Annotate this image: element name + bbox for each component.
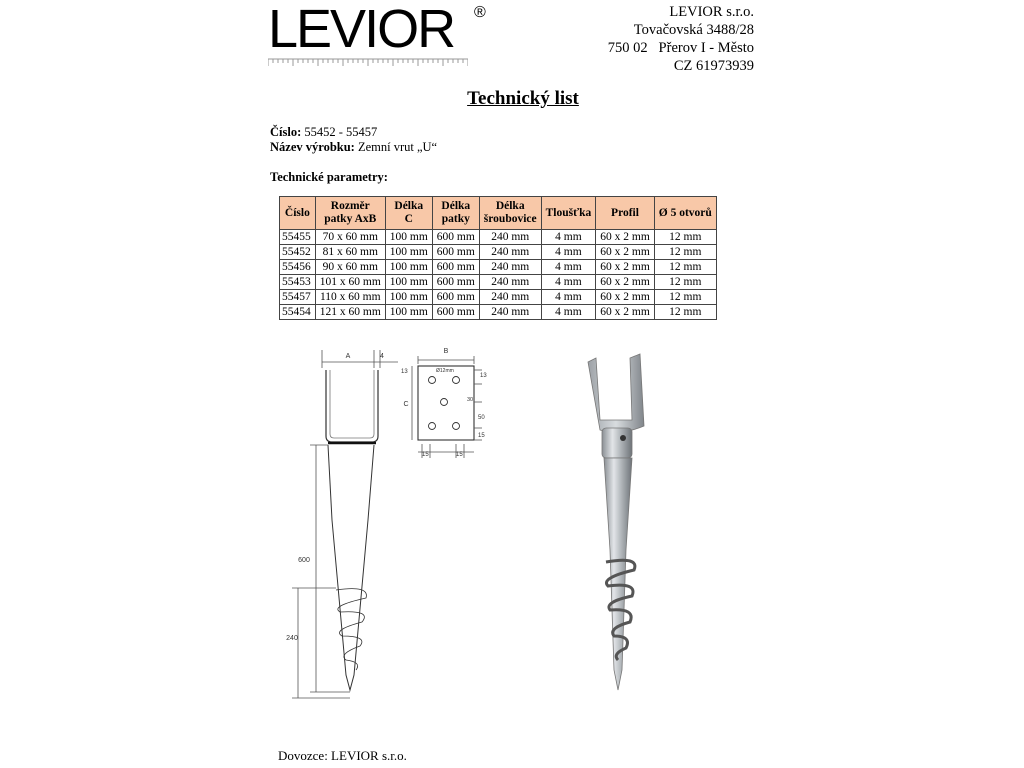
product-number-value: 55452 - 55457 xyxy=(304,125,378,139)
table-cell: 100 mm xyxy=(385,260,432,275)
column-header xyxy=(596,197,655,230)
column-header-text: šroubovice xyxy=(483,213,537,225)
table-cell: 12 mm xyxy=(654,275,716,290)
table-row xyxy=(280,305,717,320)
column-header-text: Profil xyxy=(611,206,639,219)
table-cell: 4 mm xyxy=(541,260,596,275)
table-cell: 600 mm xyxy=(432,260,479,275)
product-number-label: Číslo: xyxy=(270,125,302,139)
bracket-outline xyxy=(326,370,378,442)
hole-icon xyxy=(429,423,436,430)
table-cell: 240 mm xyxy=(479,275,541,290)
table-cell: 600 mm xyxy=(432,290,479,305)
table-cell: 12 mm xyxy=(654,230,716,245)
table-cell: 100 mm xyxy=(385,275,432,290)
company-city: 750 02 Přerov I - Město xyxy=(607,40,754,56)
hole-note: Ø12mm xyxy=(436,368,454,374)
column-header xyxy=(385,197,432,230)
column-header-text: patky AxB xyxy=(324,213,377,225)
column-header-text: Ø 5 otvorů xyxy=(658,206,712,219)
spiral-outline xyxy=(336,589,366,670)
table-cell: 600 mm xyxy=(432,230,479,245)
bracket-shape xyxy=(588,354,644,432)
importer-footer: Dovozce: LEVIOR s.r.o. xyxy=(278,748,407,763)
company-name: LEVIOR s.r.o. xyxy=(669,4,754,20)
table-cell: 100 mm xyxy=(385,290,432,305)
table-cell: 55456 xyxy=(280,260,316,275)
table-row xyxy=(280,230,717,245)
table-cell: 60 x 2 mm xyxy=(596,260,655,275)
column-header xyxy=(654,197,716,230)
product-number-line xyxy=(270,125,377,140)
table-row xyxy=(280,275,717,290)
logo-text: LEVIOR xyxy=(268,0,455,59)
product-photo xyxy=(560,350,680,700)
dim-label-600: 600 xyxy=(298,557,310,564)
column-header-text: Délka xyxy=(441,200,471,212)
company-street: Tovačovská 3488/28 xyxy=(633,22,754,38)
table-cell: 600 mm xyxy=(432,245,479,260)
table-row xyxy=(280,260,717,275)
dim-label-15c: 15 xyxy=(456,452,463,458)
dim-label-a: A xyxy=(345,353,351,360)
table-cell: 60 x 2 mm xyxy=(596,305,655,320)
table-cell: 55455 xyxy=(280,230,316,245)
table-cell: 4 mm xyxy=(541,290,596,305)
table-cell: 70 x 60 mm xyxy=(315,230,385,245)
table-cell: 240 mm xyxy=(479,230,541,245)
table-cell: 240 mm xyxy=(479,305,541,320)
table-cell: 4 mm xyxy=(541,230,596,245)
table-cell: 240 mm xyxy=(479,245,541,260)
page-title: Technický list xyxy=(467,88,579,109)
registered-mark: ® xyxy=(474,4,486,21)
table-cell: 600 mm xyxy=(432,305,479,320)
column-header xyxy=(315,197,385,230)
shaft-outline xyxy=(328,445,374,690)
column-header-text: Číslo xyxy=(284,206,310,219)
plate-outline xyxy=(418,366,474,440)
dim-label-15b: 15 xyxy=(422,452,429,458)
technical-parameters-heading: Technické parametry: xyxy=(270,170,388,184)
column-header-text: patky xyxy=(441,213,470,225)
table-cell: 100 mm xyxy=(385,305,432,320)
column-header xyxy=(432,197,479,230)
table-cell: 121 x 60 mm xyxy=(315,305,385,320)
column-header-text: Délka xyxy=(394,200,424,212)
table-cell: 60 x 2 mm xyxy=(596,230,655,245)
dim-label-13a: 13 xyxy=(401,369,408,375)
dim-label-15a: 15 xyxy=(478,433,485,439)
table-cell: 12 mm xyxy=(654,260,716,275)
table-row xyxy=(280,290,717,305)
dim-label-50: 50 xyxy=(478,415,485,421)
table-cell: 12 mm xyxy=(654,305,716,320)
collar-hole-icon xyxy=(620,435,626,441)
table-cell: 90 x 60 mm xyxy=(315,260,385,275)
dim-label-c: C xyxy=(403,401,409,408)
column-header-text: Délka xyxy=(495,200,525,212)
table-cell: 600 mm xyxy=(432,275,479,290)
table-cell: 60 x 2 mm xyxy=(596,275,655,290)
table-cell: 240 mm xyxy=(479,260,541,275)
table-cell: 4 mm xyxy=(541,245,596,260)
dim-label-13b: 13 xyxy=(480,373,487,379)
table-cell: 55452 xyxy=(280,245,316,260)
collar-shape xyxy=(602,428,632,458)
table-cell: 60 x 2 mm xyxy=(596,245,655,260)
table-cell: 101 x 60 mm xyxy=(315,275,385,290)
table-cell: 55453 xyxy=(280,275,316,290)
table-cell: 100 mm xyxy=(385,230,432,245)
hole-icon xyxy=(429,377,436,384)
table-cell: 55454 xyxy=(280,305,316,320)
column-header xyxy=(280,197,316,230)
product-name-label: Název výrobku: xyxy=(270,140,355,154)
table-cell: 12 mm xyxy=(654,290,716,305)
levior-logo xyxy=(268,0,486,59)
column-header-text: C xyxy=(404,213,413,225)
table-cell: 100 mm xyxy=(385,245,432,260)
column-header-text: Tloušťka xyxy=(545,206,592,219)
table-cell: 110 x 60 mm xyxy=(315,290,385,305)
table-body xyxy=(280,230,717,320)
product-name-line xyxy=(270,140,437,155)
logo-ruler-decoration xyxy=(268,58,468,66)
column-header xyxy=(479,197,541,230)
table-cell: 55457 xyxy=(280,290,316,305)
table-cell: 4 mm xyxy=(541,275,596,290)
technical-drawing xyxy=(270,340,500,740)
dim-label-4: 4 xyxy=(380,353,384,360)
column-header xyxy=(541,197,596,230)
bracket-inner xyxy=(330,370,374,438)
product-name-value: Zemní vrut „U“ xyxy=(357,140,438,154)
hole-icon xyxy=(441,399,448,406)
company-address xyxy=(608,3,754,75)
dim-label-240: 240 xyxy=(286,635,298,642)
table-cell: 12 mm xyxy=(654,245,716,260)
column-header-text: Rozměr xyxy=(330,200,370,212)
company-id: CZ 61973939 xyxy=(673,58,754,74)
table-header-row xyxy=(280,197,717,230)
dim-label-30: 30 xyxy=(467,397,474,403)
table-cell: 81 x 60 mm xyxy=(315,245,385,260)
table-cell: 4 mm xyxy=(541,305,596,320)
dim-label-b: B xyxy=(443,348,449,355)
table-cell: 60 x 2 mm xyxy=(596,290,655,305)
hole-icon xyxy=(453,423,460,430)
table-cell: 240 mm xyxy=(479,290,541,305)
hole-icon xyxy=(453,377,460,384)
table-row xyxy=(280,245,717,260)
specifications-table xyxy=(279,196,717,320)
